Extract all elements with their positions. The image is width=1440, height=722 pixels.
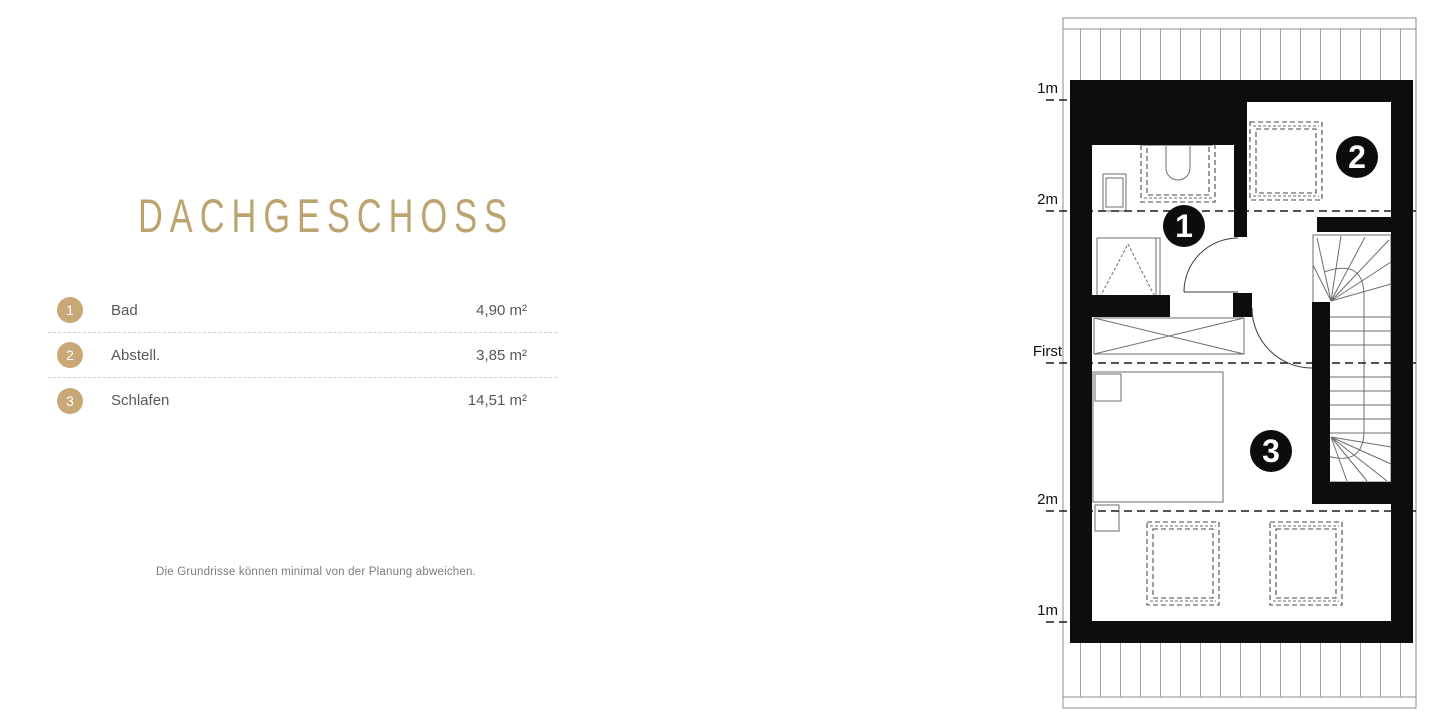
skylight-bedroom-right bbox=[1270, 522, 1342, 605]
disclaimer-text: Die Grundrisse können minimal von der Planung abweichen. bbox=[156, 566, 476, 578]
room-area: 3,85 m² bbox=[476, 346, 527, 364]
room-number-badge: 2 bbox=[57, 342, 83, 368]
measure-label-1m-bottom: 1m bbox=[1037, 602, 1058, 619]
room-label: Abstell. bbox=[111, 346, 161, 364]
room-marker-number: 3 bbox=[1262, 433, 1280, 469]
room-label: Bad bbox=[111, 301, 138, 319]
measure-label-2m-bottom: 2m bbox=[1037, 491, 1058, 508]
legend-row-schlafen bbox=[48, 378, 557, 423]
measure-lines bbox=[1046, 100, 1416, 622]
room-marker-1 bbox=[1163, 205, 1205, 247]
bed bbox=[1093, 372, 1223, 531]
wardrobe bbox=[1094, 318, 1244, 354]
skylight-bedroom-left bbox=[1147, 522, 1219, 605]
sink-icon bbox=[1103, 174, 1126, 211]
measure-label-first: First bbox=[1032, 343, 1062, 360]
shower-icon bbox=[1097, 238, 1160, 300]
room-area: 4,90 m² bbox=[476, 301, 527, 319]
room-marker-2 bbox=[1336, 136, 1378, 178]
measure-label-1m-top: 1m bbox=[1037, 80, 1058, 97]
room-legend bbox=[48, 288, 557, 423]
room-label: Schlafen bbox=[111, 392, 170, 409]
room-number-badge: 3 bbox=[57, 388, 83, 414]
room-marker-number: 1 bbox=[1175, 208, 1193, 244]
measure-labels bbox=[1033, 80, 1063, 619]
legend-row-bad bbox=[48, 288, 557, 333]
room-marker-3 bbox=[1250, 430, 1292, 472]
measure-label-2m-top: 2m bbox=[1037, 191, 1058, 208]
floorplan-drawing bbox=[1020, 0, 1440, 722]
skylight-abstell bbox=[1250, 122, 1322, 200]
room-area: 14,51 m² bbox=[467, 392, 527, 409]
room-number-badge: 1 bbox=[57, 297, 83, 323]
room-marker-number: 2 bbox=[1348, 139, 1366, 175]
page-title: DACHGESCHOSS bbox=[138, 190, 515, 243]
legend-row-abstell bbox=[48, 333, 557, 378]
